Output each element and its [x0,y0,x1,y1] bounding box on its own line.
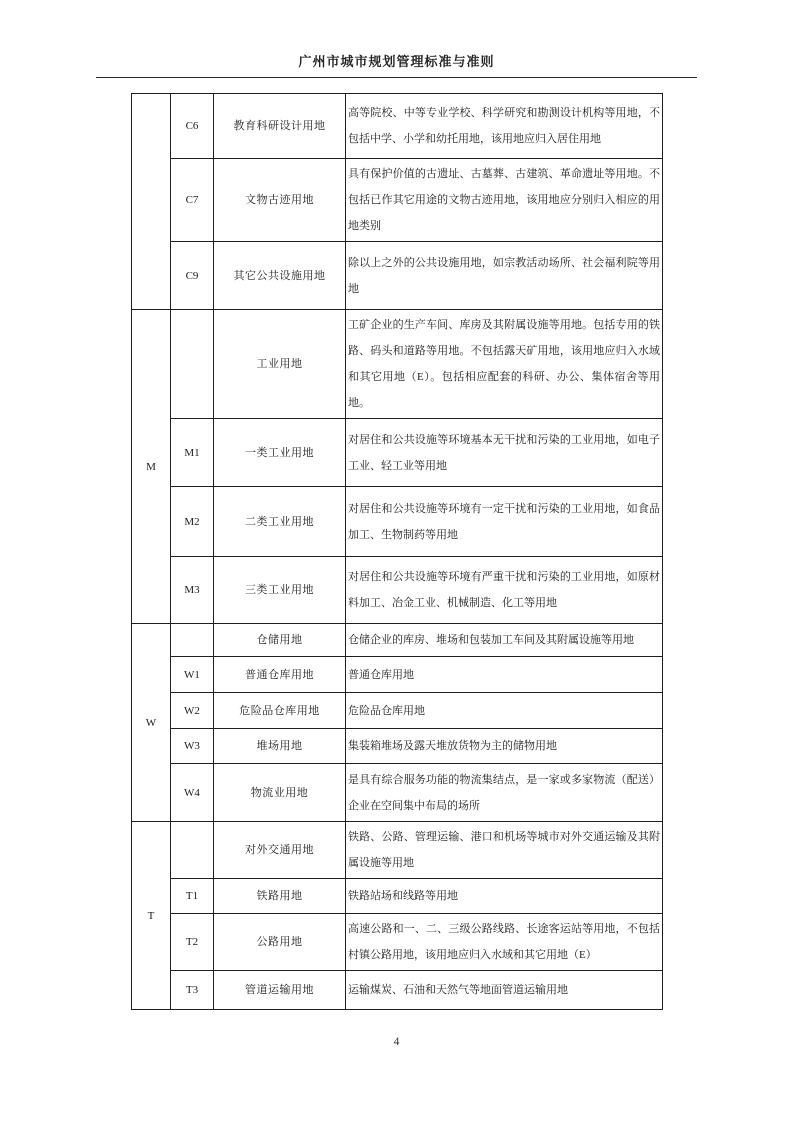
page-number: 4 [393,1036,400,1048]
name-cell: 物流业用地 [214,764,346,822]
name-cell: 一类工业用地 [214,419,346,487]
code-cell: W2 [171,693,214,729]
code-cell [171,310,214,419]
name-cell: 教育科研设计用地 [214,94,346,159]
description-cell: 普通仓库用地 [346,657,663,693]
land-use-classification-table [131,93,663,1010]
code-cell [171,624,214,657]
description-cell: 对居住和公共设施等环境基本无干扰和污染的工业用地，如电子工业、轻工业等用地 [346,419,663,487]
code-cell [171,822,214,879]
code-cell: M1 [171,419,214,487]
table-row [132,879,663,914]
description-cell: 除以上之外的公共设施用地，如宗教活动场所、社会福利院等用地 [346,242,663,310]
name-cell: 铁路用地 [214,879,346,914]
category-letter-cell: W [132,624,171,822]
code-cell: W4 [171,764,214,822]
table-row [132,310,663,419]
table-row [132,94,663,159]
name-cell: 仓储用地 [214,624,346,657]
header-rule [96,77,697,78]
code-cell: W3 [171,729,214,764]
name-cell: 其它公共设施用地 [214,242,346,310]
code-cell: C7 [171,159,214,242]
page-header-title: 广州市城市规划管理标准与准则 [298,54,495,69]
code-cell: W1 [171,657,214,693]
name-cell: 对外交通用地 [214,822,346,879]
description-cell: 对居住和公共设施等环境有严重干扰和污染的工业用地，如原材料加工、冶金工业、机械制造、化工等用地 [346,557,663,624]
table-row [132,729,663,764]
table-row [132,822,663,879]
description-cell: 危险品仓库用地 [346,693,663,729]
name-cell: 文物古迹用地 [214,159,346,242]
table-row [132,657,663,693]
table-row [132,159,663,242]
description-cell: 高速公路和一、二、三级公路线路、长途客运站等用地，不包括村镇公路用地，该用地应归入水域和其它用地（E） [346,914,663,971]
table-row [132,242,663,310]
description-cell: 铁路站场和线路等用地 [346,879,663,914]
description-cell: 仓储企业的库房、堆场和包装加工车间及其附属设施等用地 [346,624,663,657]
name-cell: 普通仓库用地 [214,657,346,693]
code-cell: C6 [171,94,214,159]
code-cell: T1 [171,879,214,914]
table-row [132,971,663,1010]
name-cell: 危险品仓库用地 [214,693,346,729]
name-cell: 管道运输用地 [214,971,346,1010]
code-cell: M3 [171,557,214,624]
name-cell: 三类工业用地 [214,557,346,624]
table-row [132,693,663,729]
table-body [132,94,663,1010]
table-row [132,419,663,487]
table-row [132,557,663,624]
code-cell: T2 [171,914,214,971]
category-letter-cell [132,94,171,310]
description-cell: 铁路、公路、管理运输、港口和机场等城市对外交通运输及其附属设施等用地 [346,822,663,879]
description-cell: 工矿企业的生产车间、库房及其附属设施等用地。包括专用的铁路、码头和道路等用地。不包括露天矿用地，该用地应归入水域和其它用地（E）。包括相应配套的科研、办公、集体宿舍等用地。 [346,310,663,419]
description-cell: 是具有综合服务功能的物流集结点，是一家或多家物流（配送）企业在空间集中布局的场所 [346,764,663,822]
category-letter-cell: T [132,822,171,1010]
table-row [132,914,663,971]
code-cell: T3 [171,971,214,1010]
table-row [132,487,663,557]
description-cell: 运输煤炭、石油和天然气等地面管道运输用地 [346,971,663,1010]
description-cell: 具有保护价值的古遗址、古墓葬、古建筑、革命遗址等用地。不包括已作其它用途的文物古迹用地，该用地应分别归入相应的用地类别 [346,159,663,242]
description-cell: 高等院校、中等专业学校、科学研究和勘测设计机构等用地，不包括中学、小学和幼托用地，该用地应归入居住用地 [346,94,663,159]
name-cell: 工业用地 [214,310,346,419]
table-row [132,624,663,657]
name-cell: 堆场用地 [214,729,346,764]
description-cell: 集装箱堆场及露天堆放货物为主的储物用地 [346,729,663,764]
table-row [132,764,663,822]
category-letter-cell: M [132,310,171,624]
name-cell: 公路用地 [214,914,346,971]
description-cell: 对居住和公共设施等环境有一定干扰和污染的工业用地，如食品加工、生物制药等用地 [346,487,663,557]
code-cell: C9 [171,242,214,310]
code-cell: M2 [171,487,214,557]
name-cell: 二类工业用地 [214,487,346,557]
